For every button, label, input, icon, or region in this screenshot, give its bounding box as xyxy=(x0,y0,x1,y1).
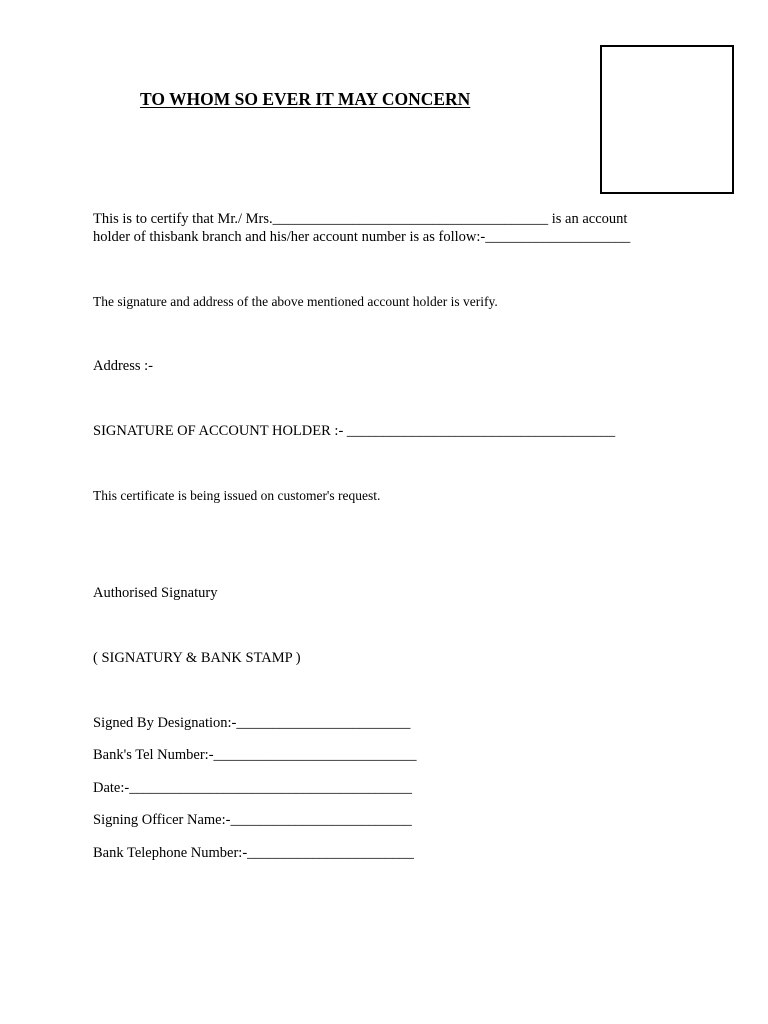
certify-line-1: This is to certify that Mr./ Mrs.______________________________________ is an account xyxy=(93,211,628,227)
address-label: Address :- xyxy=(93,358,154,374)
verify-statement: The signature and address of the above mentioned account holder is verify. xyxy=(93,294,498,309)
issued-statement: This certificate is being issued on customer's request. xyxy=(93,488,381,503)
field-signing-officer-name: Signing Officer Name:-_________________________ xyxy=(93,812,412,828)
authorised-signatory: Authorised Signatury xyxy=(93,585,218,601)
field-bank-tel-number: Bank's Tel Number:-____________________________ xyxy=(93,747,417,763)
certify-line-2: holder of thisbank branch and his/her account number is as follow:-____________________ xyxy=(93,229,631,245)
signatory-stamp: ( SIGNATURY & BANK STAMP ) xyxy=(93,650,301,666)
page-title: TO WHOM SO EVER IT MAY CONCERN xyxy=(140,89,471,109)
signature-line: SIGNATURE OF ACCOUNT HOLDER :- _____________________________________ xyxy=(93,423,616,439)
photo-box xyxy=(600,45,734,194)
field-signed-by-designation: Signed By Designation:-________________________ xyxy=(93,715,411,731)
field-bank-telephone-number: Bank Telephone Number:-_______________________ xyxy=(93,845,414,861)
field-date: Date:-_______________________________________ xyxy=(93,780,412,796)
